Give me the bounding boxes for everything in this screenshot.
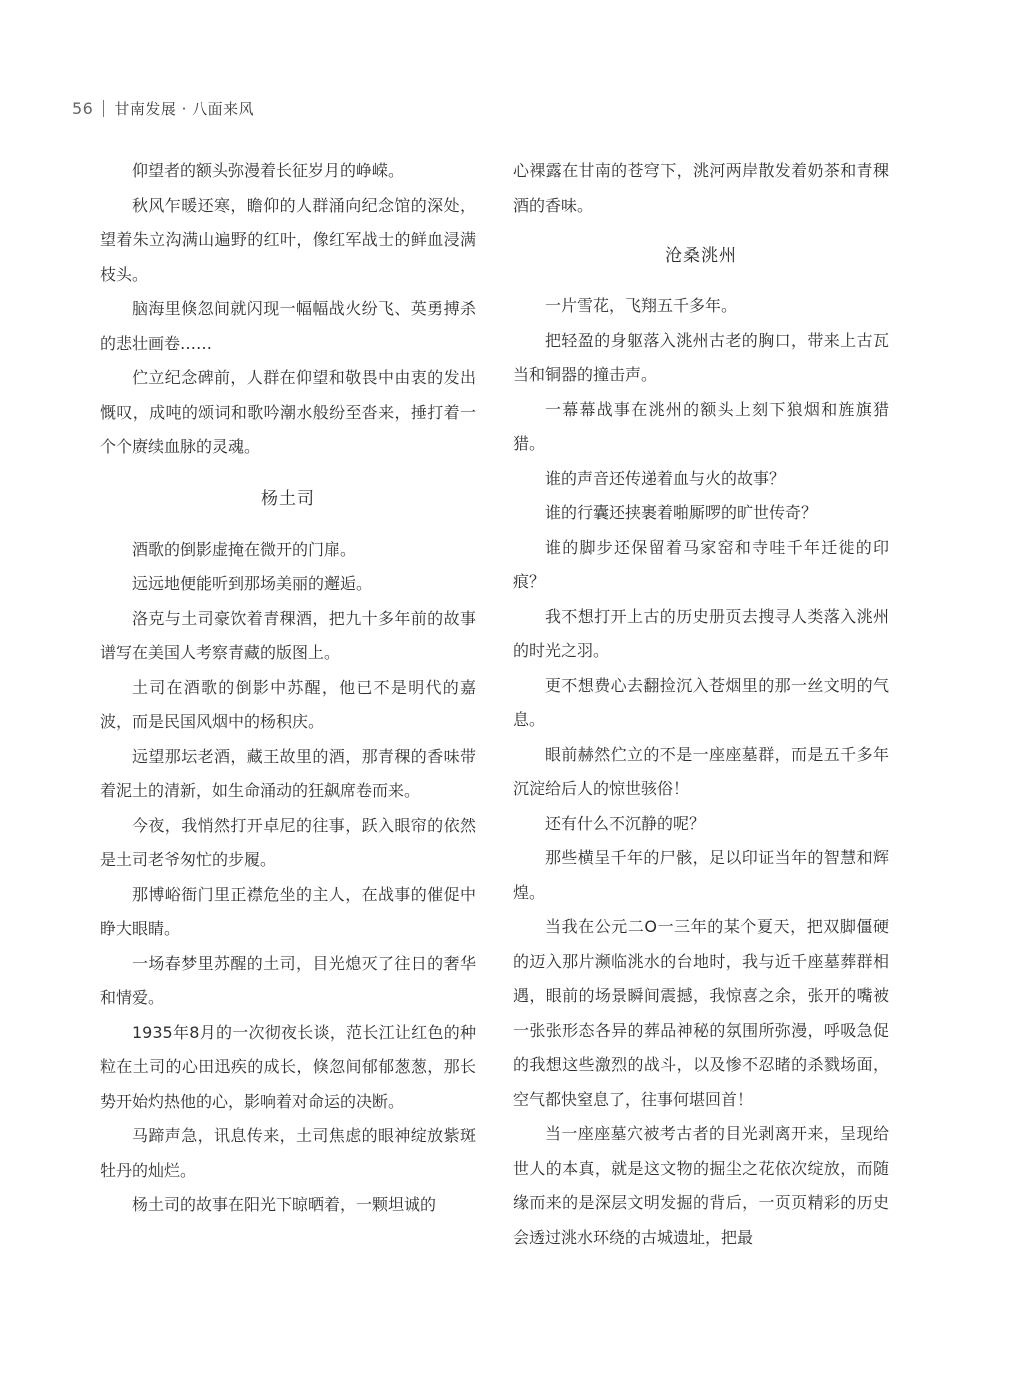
paragraph: 一场春梦里苏醒的土司，目光熄灭了往日的奢华和情爱。 <box>100 953 476 1007</box>
section-heading: 杨土司 <box>261 488 315 509</box>
paragraph: 当一座座墓穴被考古者的目光剥离开来，呈现给世人的本真，就是这文物的掘尘之花依次绽放，而随缘而来的是深层文明发掘的背后，一页页精彩的历史会透过洮水环绕的古城遗址，把最 <box>513 1124 889 1247</box>
paragraph: 还有什么不沉静的呢？ <box>545 813 706 833</box>
right-column <box>513 154 889 1255</box>
paragraph: 把轻盈的身躯落入洮州古老的胸口，带来上古瓦当和铜器的撞击声。 <box>513 330 889 384</box>
paragraph: 一片雪花，飞翔五千多年。 <box>545 296 738 315</box>
paragraph: 远远地便能听到那场美丽的邂逅。 <box>132 574 373 593</box>
paragraph: 杨土司的故事在阳光下晾晒着，一颗坦诚的 <box>132 1195 437 1214</box>
header-divider <box>103 100 104 117</box>
paragraph: 伫立纪念碑前，人群在仰望和敬畏中由衷的发出慨叹，成吨的颂词和歌吟潮水般纷至沓来，捶打着一个个赓续血脉的灵魂。 <box>100 368 476 456</box>
paragraph: 那些横呈千年的尸骸，足以印证当年的智慧和辉煌。 <box>513 848 889 902</box>
paragraph: 酒歌的倒影虚掩在微开的门扉。 <box>132 539 357 559</box>
paragraph: 秋风乍暖还寒，瞻仰的人群涌向纪念馆的深处，望着朱立沟满山遍野的红叶，像红军战士的鲜血浸满枝头。 <box>100 195 476 284</box>
paragraph: 马蹄声急，讯息传来，土司焦虑的眼神绽放紫斑牡丹的灿烂。 <box>100 1126 476 1180</box>
left-column <box>100 154 476 1223</box>
paragraph: 脑海里倏忽间就闪现一幅幅战火纷飞、英勇搏杀的悲壮画卷…… <box>100 299 476 353</box>
page-number: 56 <box>72 99 94 118</box>
paragraph: 谁的脚步还保留着马家窑和寺哇千年迁徙的印痕？ <box>513 537 889 591</box>
paragraph: 谁的行囊还挟裹着啪厮啰的旷世传奇？ <box>545 503 818 522</box>
page-header <box>72 98 254 119</box>
paragraph: 当我在公元二O一三年的某个夏天，把双脚僵硬的迈入那片濒临洮水的台地时，我与近千座墓葬群相遇，眼前的场景瞬间震撼，我惊喜之余，张开的嘴被一张张形态各异的葬品神秘的氛围所弥漫，呼吸急促的我想这些激烈的战斗，以及惨不忍睹的杀戮场面，空气都快窒息了，往事何堪回首！ <box>513 917 889 1109</box>
paragraph: 心裸露在甘南的苍穹下，洮河两岸散发着奶茶和青稞酒的香味。 <box>513 161 889 215</box>
paragraph: 那博峪衙门里正襟危坐的主人，在战事的催促中睁大眼睛。 <box>100 884 476 938</box>
paragraph: 一幕幕战事在洮州的额头上刻下狼烟和旌旗猎猎。 <box>513 399 889 453</box>
paragraph: 我不想打开上古的历史册页去搜寻人类落入洮州的时光之羽。 <box>513 606 889 660</box>
paragraph: 眼前赫然伫立的不是一座座墓群，而是五千多年沉淀给后人的惊世骇俗！ <box>513 744 889 798</box>
section-heading: 沧桑洮州 <box>665 246 737 266</box>
paragraph: 洛克与土司豪饮着青稞酒，把九十多年前的故事谱写在美国人考察青藏的版图上。 <box>100 608 476 662</box>
paragraph: 更不想费心去翻捡沉入苍烟里的那一丝文明的气息。 <box>513 675 889 729</box>
paragraph: 远望那坛老酒，藏王故里的酒，那青稞的香味带着泥土的清新，如生命涌动的狂飙席卷而来。 <box>100 746 476 800</box>
section-title: 甘南发展 · 八面来风 <box>114 100 255 118</box>
paragraph: 1935年8月的一次彻夜长谈，范长江让红色的种粒在土司的心田迅疾的成长，倏忽间郁郁葱葱，那长势开始灼热他的心，影响着对命运的决断。 <box>100 1022 476 1111</box>
paragraph: 仰望者的额头弥漫着长征岁月的峥嵘。 <box>132 161 405 180</box>
paragraph: 今夜，我悄然打开卓尼的往事，跃入眼帘的依然是土司老爷匆忙的步履。 <box>100 815 476 869</box>
paragraph: 谁的声音还传递着血与火的故事？ <box>545 468 786 488</box>
paragraph: 土司在酒歌的倒影中苏醒，他已不是明代的嘉波，而是民国风烟中的杨积庆。 <box>100 677 476 731</box>
